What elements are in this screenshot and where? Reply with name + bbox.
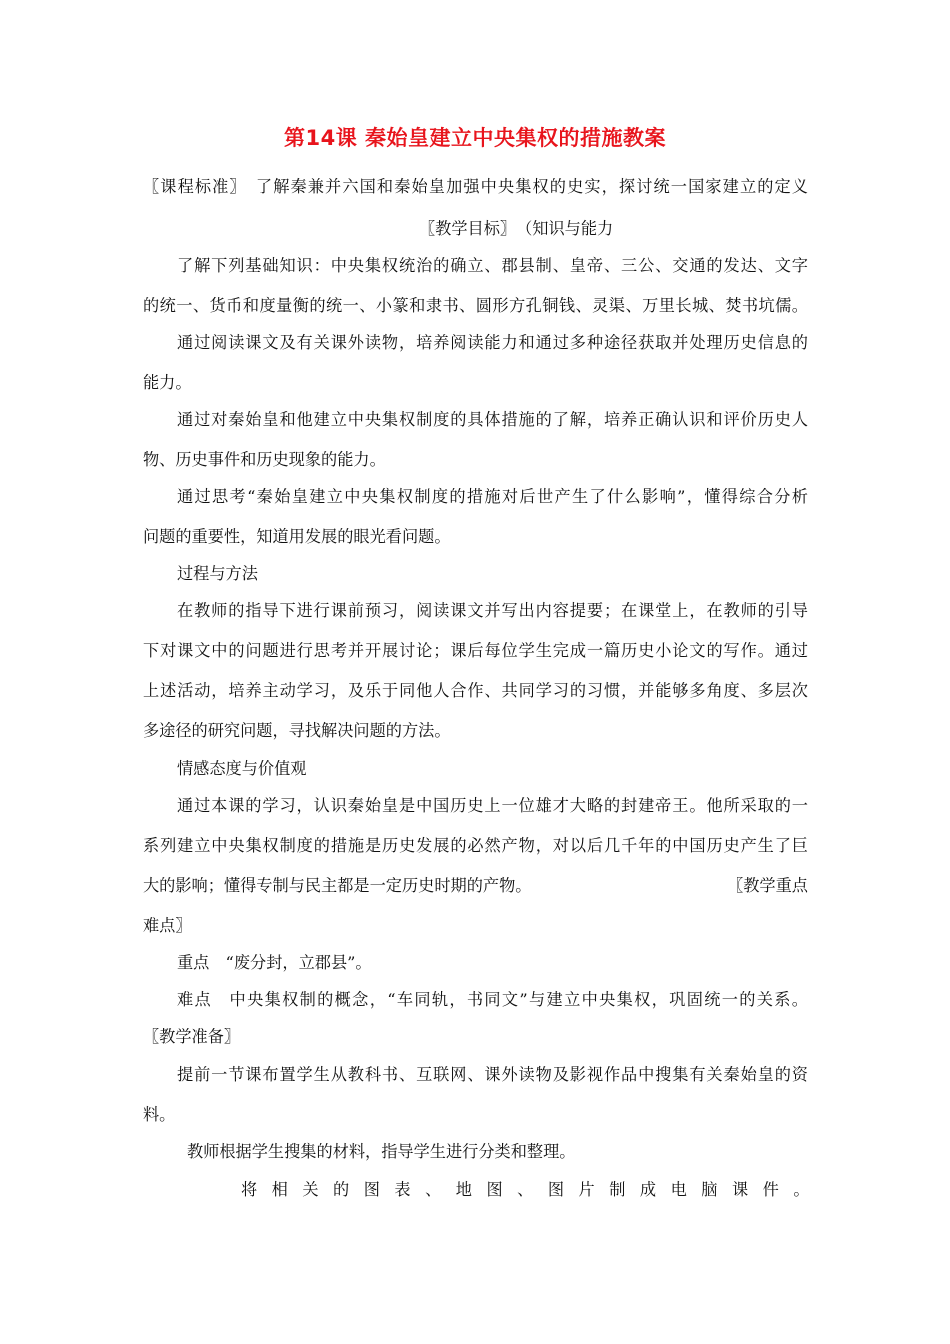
paragraph-line: 通过阅读课文及有关课外读物，培养阅读能力和通过多种途径获取并处理历史信息的 (177, 333, 808, 352)
section-heading: 情感态度与价值观 (177, 759, 307, 778)
paragraph-line: 物、历史事件和历史现象的能力。 (143, 450, 386, 469)
key-point-line: 重点 “废分封，立郡县”。 (177, 953, 372, 972)
paragraph-line: 料。 (143, 1105, 176, 1124)
paragraph-line: 教师根据学生搜集的材料，指导学生进行分类和整理。 (187, 1142, 576, 1161)
key-points-heading: 〖教学重点 (727, 876, 808, 895)
paragraph-line: 了解下列基础知识：中央集权统治的确立、郡县制、皇帝、三公、交通的发达、文字 (177, 256, 808, 275)
teaching-prep-heading: 〖教学准备〗 (143, 1027, 241, 1046)
key-points-heading-cont: 难点〗 (143, 916, 192, 935)
section-heading: 过程与方法 (177, 564, 258, 583)
paragraph-line: 上述活动，培养主动学习，及乐于同他人合作、共同学习的习惯，并能够多角度、多层次 (143, 681, 808, 700)
paragraph-line: 在教师的指导下进行课前预习，阅读课文并写出内容提要；在课堂上，在教师的引导 (177, 601, 808, 620)
paragraph-line: 下对课文中的问题进行思考并开展讨论；课后每位学生完成一篇历史小论文的写作。通过 (143, 641, 808, 660)
paragraph-line: 多途径的研究问题，寻找解决问题的方法。 (143, 721, 451, 740)
paragraph-line: 提前一节课布置学生从教科书、互联网、课外读物及影视作品中搜集有关秦始皇的资 (177, 1065, 808, 1084)
curriculum-standard-line: 〖课程标准〗 了解秦兼并六国和秦始皇加强中央集权的史实，探讨统一国家建立的定义 (143, 177, 808, 196)
difficulty-line: 难点 中央集权制的概念，“车同轨，书同文”与建立中央集权，巩固统一的关系。 (177, 990, 808, 1009)
document-title: 第14课 秦始皇建立中央集权的措施教案 (283, 126, 667, 150)
paragraph-line: 通过本课的学习，认识秦始皇是中国历史上一位雄才大略的封建帝王。他所采取的一 (177, 796, 808, 815)
teaching-goals-heading: 〖教学目标〗 （知识与能力 (419, 219, 614, 238)
paragraph-line: 的统一、货币和度量衡的统一、小篆和隶书、圆形方孔铜钱、灵渠、万里长城、焚书坑儒。 (143, 296, 808, 315)
paragraph-line: 将相关的图表、地图、图片制成电脑课件。 (241, 1180, 825, 1199)
paragraph-line: 通过对秦始皇和他建立中央集权制度的具体措施的了解，培养正确认识和评价历史人 (177, 410, 808, 429)
paragraph-line: 能力。 (143, 373, 192, 392)
paragraph-line: 问题的重要性，知道用发展的眼光看问题。 (143, 527, 451, 546)
paragraph-line: 大的影响；懂得专制与民主都是一定历史时期的产物。 (143, 876, 532, 895)
paragraph-line: 通过思考“秦始皇建立中央集权制度的措施对后世产生了什么影响”，懂得综合分析 (177, 487, 808, 506)
paragraph-line: 系列建立中央集权制度的措施是历史发展的必然产物，对以后几千年的中国历史产生了巨 (143, 836, 808, 855)
